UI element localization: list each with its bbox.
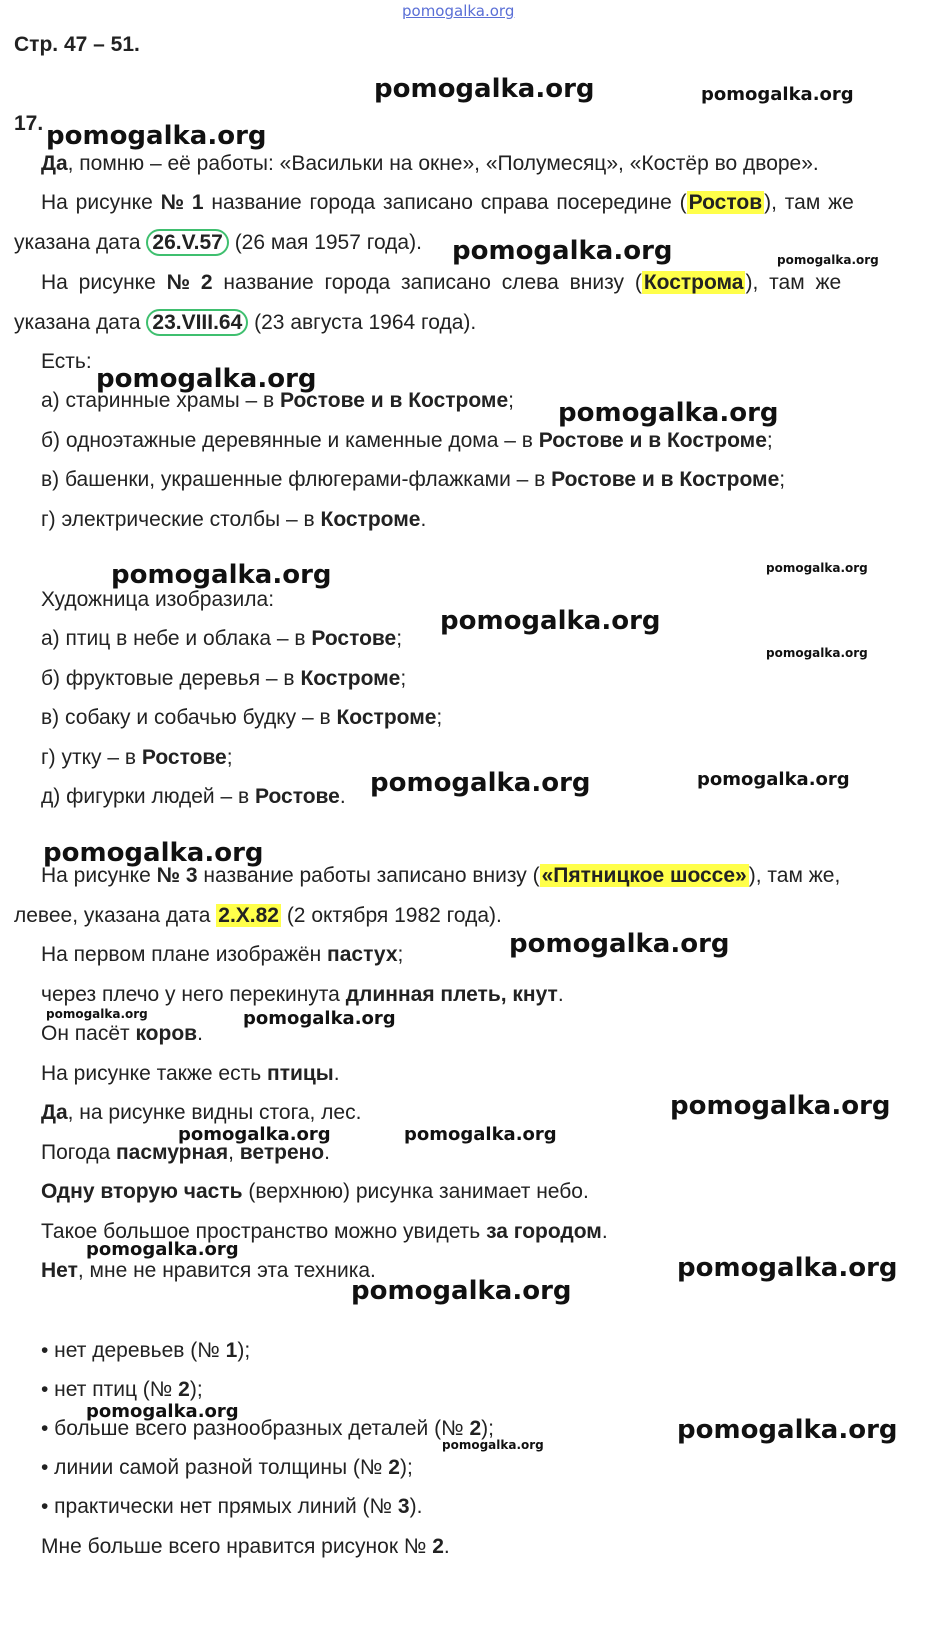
- watermark: pomogalka.org: [701, 84, 854, 105]
- text: б) одноэтажные деревянные и каменные дома – в: [41, 429, 539, 452]
- watermark: pomogalka.org: [697, 769, 850, 790]
- watermark: pomogalka.org: [86, 1401, 239, 1422]
- text: );: [237, 1339, 251, 1362]
- watermark: pomogalka.org: [243, 1008, 396, 1029]
- text: а) птиц в небе и облака – в: [41, 627, 312, 650]
- text: (26 мая 1957 года).: [228, 231, 422, 254]
- text: .: [333, 1062, 340, 1085]
- bold-text: Костроме: [300, 667, 401, 690]
- text: название работы записано внизу (: [197, 864, 540, 887]
- text: );: [481, 1417, 494, 1440]
- text: в) собаку и собачью будку – в: [41, 706, 337, 729]
- text: На первом плане изображён: [41, 943, 328, 966]
- text: указана дата: [14, 311, 147, 334]
- watermark: pomogalka.org: [351, 1276, 572, 1306]
- text: название города записано справа посередине (: [203, 191, 687, 214]
- watermark: pomogalka.org: [766, 646, 868, 660]
- text: ;: [508, 389, 514, 412]
- picture-number: 2: [469, 1417, 482, 1440]
- list-item: [41, 467, 785, 493]
- bullet-item: [41, 1377, 203, 1403]
- watermark: pomogalka.org: [86, 1239, 239, 1260]
- text: ;: [226, 746, 233, 769]
- text: На рисунке: [41, 271, 167, 294]
- text: • нет деревьев (№: [41, 1339, 226, 1362]
- text: через плечо у него перекинута: [41, 983, 346, 1006]
- text: , на рисунке видны стога, лес.: [67, 1101, 362, 1124]
- list-item: [41, 507, 426, 533]
- city-highlight: Ростов: [688, 191, 763, 214]
- watermark: pomogalka.org: [509, 929, 730, 959]
- text: ;: [766, 429, 773, 452]
- text: б) фруктовые деревья – в: [41, 667, 301, 690]
- text: указана дата: [14, 231, 147, 254]
- picture-number: 3: [397, 1495, 410, 1518]
- bold-text: Нет: [41, 1259, 78, 1282]
- text: );: [189, 1378, 203, 1401]
- text: г) электрические столбы – в: [41, 508, 321, 531]
- paragraph-3: [41, 270, 841, 296]
- text: .: [557, 983, 564, 1006]
- watermark: pomogalka.org: [677, 1253, 898, 1283]
- text: На рисунке: [41, 191, 161, 214]
- text: ).: [409, 1495, 423, 1518]
- sentence: [41, 1258, 376, 1284]
- text: (2 октября 1982 года).: [280, 904, 502, 927]
- text: .: [601, 1220, 608, 1243]
- text: • практически нет прямых линий (№: [41, 1495, 398, 1518]
- bold-text: пасмурная: [115, 1141, 229, 1164]
- sentence: [41, 1021, 203, 1047]
- watermark: pomogalka.org: [43, 838, 264, 868]
- text: На рисунке также есть: [41, 1062, 268, 1085]
- bold-text: Ростове и в Костроме: [280, 389, 509, 412]
- bold-text: Костроме: [336, 706, 437, 729]
- watermark: pomogalka.org: [374, 74, 595, 104]
- sentence: [41, 982, 564, 1008]
- text: .: [324, 1141, 330, 1164]
- watermark: pomogalka.org: [178, 1124, 331, 1145]
- text: • линии самой разной толщины (№: [41, 1456, 389, 1479]
- picture-number: № 2: [166, 271, 213, 294]
- text: На рисунке: [41, 864, 157, 887]
- watermark: pomogalka.org: [766, 561, 868, 575]
- text: левее, указана дата: [14, 904, 217, 927]
- text: Он пасёт: [41, 1022, 136, 1045]
- sentence: [41, 942, 403, 968]
- watermark: pomogalka.org: [96, 364, 317, 394]
- list-item: [41, 745, 233, 771]
- picture-number: № 3: [156, 864, 198, 887]
- text: (23 августа 1964 года).: [248, 311, 477, 334]
- text: .: [443, 1535, 450, 1558]
- bold-text: Ростове и в Костроме: [551, 468, 780, 491]
- watermark: pomogalka.org: [777, 253, 879, 267]
- text: .: [197, 1022, 203, 1045]
- bold-text: Одну вторую часть: [41, 1180, 243, 1203]
- list-item: [41, 666, 406, 692]
- list-item: [41, 705, 442, 731]
- watermark: pomogalka.org: [677, 1415, 898, 1445]
- bullet-item: [41, 1455, 413, 1481]
- bold-text: за городом: [486, 1220, 602, 1243]
- circled-date: 23.VIII.64: [146, 309, 248, 336]
- text: (верхнюю) рисунка занимает небо.: [242, 1180, 589, 1203]
- watermark: pomogalka.org: [404, 1124, 557, 1145]
- text: д) фигурки людей – в: [41, 785, 255, 808]
- text: • нет птиц (№: [41, 1378, 179, 1401]
- watermark: pomogalka.org: [370, 768, 591, 798]
- text: ), там же,: [748, 864, 841, 887]
- text: ;: [779, 468, 786, 491]
- paragraph-4-cont: [14, 903, 502, 929]
- text: ), там же: [764, 191, 854, 214]
- paragraph-2-cont: [14, 230, 422, 256]
- list-1-title: Есть:: [41, 350, 92, 373]
- bold-text: Да: [41, 1101, 68, 1124]
- sentence: [41, 1100, 361, 1126]
- text: Такое большое пространство можно увидеть: [41, 1220, 487, 1243]
- bold-text: птицы: [267, 1062, 334, 1085]
- list-2-title: Художница изобразила:: [41, 588, 275, 611]
- text: а) старинные храмы – в: [41, 389, 281, 412]
- text: ;: [396, 627, 403, 650]
- task-number: 17.: [14, 112, 44, 135]
- bold-text: Ростове и в Костроме: [538, 429, 767, 452]
- final-sentence: [41, 1534, 450, 1560]
- bullet-item: [41, 1338, 250, 1364]
- picture-number: 1: [225, 1339, 238, 1362]
- text: ;: [397, 943, 404, 966]
- bold-text: Ростове: [255, 785, 340, 808]
- text: .: [339, 785, 346, 808]
- date-highlight: 2.X.82: [218, 904, 279, 927]
- list-item: [41, 428, 773, 454]
- text: Мне больше всего нравится рисунок №: [41, 1535, 433, 1558]
- text: Погода: [41, 1141, 116, 1164]
- page-reference: Стр. 47 – 51.: [14, 33, 140, 56]
- watermark: pomogalka.org: [46, 1007, 148, 1021]
- watermark: pomogalka.org: [452, 236, 673, 266]
- watermark: pomogalka.org: [442, 1438, 544, 1452]
- bullet-item: [41, 1494, 422, 1520]
- text: название города записано слева внизу (: [212, 271, 642, 294]
- list-item: [41, 626, 402, 652]
- bold-text: коров: [135, 1022, 198, 1045]
- city-highlight: Кострома: [643, 271, 744, 294]
- bold-text: пастух: [327, 943, 398, 966]
- text: в) башенки, украшенные флюгерами-флажками – в: [41, 468, 552, 491]
- watermark: pomogalka.org: [440, 606, 661, 636]
- bold-text: Ростове: [141, 746, 227, 769]
- bold-text: длинная плеть, кнут: [345, 983, 558, 1006]
- picture-number: 2: [178, 1378, 190, 1401]
- text: , мне не нравится эта техника.: [77, 1259, 376, 1282]
- sentence: [41, 1061, 340, 1087]
- picture-number: 2: [388, 1456, 400, 1479]
- text: ), там же: [745, 271, 842, 294]
- sentence: [41, 1179, 589, 1205]
- text: ;: [436, 706, 443, 729]
- text: .: [420, 508, 427, 531]
- text: , помню – её работы: «Васильки на окне», «Полумесяц», «Костёр во дворе».: [67, 152, 819, 175]
- watermark: pomogalka.org: [111, 560, 332, 590]
- bold-text: ветрено: [239, 1141, 325, 1164]
- paragraph-1: [41, 151, 819, 177]
- text: ;: [400, 667, 407, 690]
- circled-date: 26.V.57: [146, 229, 228, 256]
- title-highlight: «Пятницкое шоссе»: [541, 864, 747, 887]
- bold-text: Ростове: [311, 627, 397, 650]
- bold-text: Да: [41, 152, 68, 175]
- picture-number: № 1: [160, 191, 204, 214]
- paragraph-3-cont: [14, 310, 476, 336]
- text: );: [399, 1456, 413, 1479]
- picture-number: 2: [432, 1535, 444, 1558]
- list-item: [41, 784, 346, 810]
- text: г) утку – в: [41, 746, 142, 769]
- bold-text: Костроме: [320, 508, 421, 531]
- top-watermark: pomogalka.org: [402, 2, 515, 20]
- paragraph-2: [41, 190, 854, 216]
- watermark: pomogalka.org: [670, 1091, 891, 1121]
- watermark: pomogalka.org: [46, 121, 267, 151]
- text: • больше всего разнообразных деталей (№: [41, 1417, 470, 1440]
- text: ,: [228, 1141, 240, 1164]
- watermark: pomogalka.org: [558, 398, 779, 428]
